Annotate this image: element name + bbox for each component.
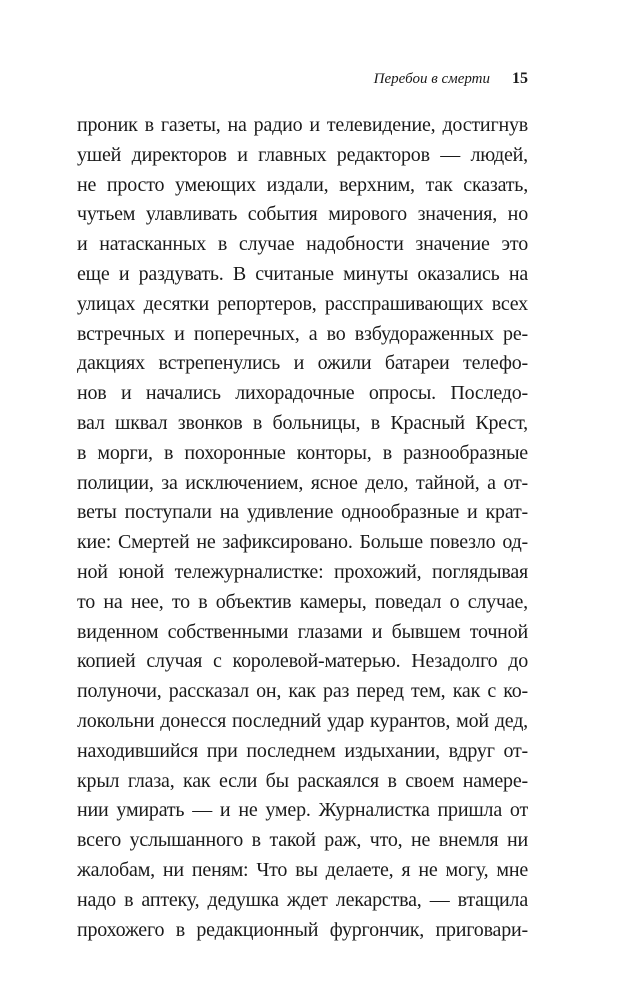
text-line: полуночи, рассказал он, как раз перед тем, как с ко- [77, 680, 528, 703]
text-line: нии умирать — и не умер. Журналистка пришла от [77, 799, 528, 822]
text-line: и натасканных в случае надобности значение это [77, 233, 528, 256]
text-line: всего услышанного в такой раж, что, не внемля ни [77, 829, 528, 852]
text-line: нов и начались лихорадочные опросы. Последо- [77, 382, 528, 405]
text-line: вал шквал звонков в больницы, в Красный Крест, [77, 411, 528, 434]
text-line: локольни донесся последний удар курантов, мой дед, [77, 709, 528, 732]
text-line: находившийся при последнем издыхании, вдруг от- [77, 739, 528, 762]
text-line: встречных и поперечных, а во взбудораженных ре- [77, 322, 528, 345]
text-line: ушей директоров и главных редакторов — людей, [77, 143, 528, 166]
text-line: чутьем улавливать события мирового значения, но [77, 203, 528, 226]
text-line: жалобам, ни пеням: Что вы делаете, я не могу, мне [77, 858, 528, 881]
text-line: виденном собственными глазами и бывшем точной [77, 620, 528, 643]
text-line: прохожего в редакционный фургончик, приговари- [77, 918, 528, 941]
text-line: не просто умеющих издали, верхним, так сказать, [77, 173, 528, 196]
page-number: 15 [512, 70, 528, 87]
text-line: копией случая с королевой-матерью. Незадолго до [77, 650, 528, 673]
text-line: еще и раздувать. В считаные минуты оказались на [77, 262, 528, 285]
running-header [374, 70, 528, 88]
text-line: в морги, в похоронные конторы, в разнообразные [77, 441, 528, 464]
text-line: крыл глаза, как если бы раскаялся в своем намере- [77, 769, 528, 792]
running-title: Перебои в смерти [373, 71, 490, 87]
text-line: ной юной тележурналистке: прохожий, поглядывая [77, 560, 528, 583]
text-line: то на нее, то в объектив камеры, поведал о случае, [77, 590, 528, 613]
text-line: проник в газеты, на радио и телевидение, достигнув [77, 114, 528, 136]
text-line: кие: Смертей не зафиксировано. Больше повезло од- [77, 531, 528, 554]
text-line: дакциях встрепенулись и ожили батареи телефо- [77, 352, 528, 375]
text-line: веты поступали на удивление однообразные и крат- [77, 501, 528, 524]
text-line: надо в аптеку, дедушка ждет лекарства, — втащила [77, 888, 528, 911]
body-text [77, 111, 528, 945]
text-line: улицах десятки репортеров, расспрашивающих всех [77, 292, 528, 315]
text-line: полиции, за исключением, ясное дело, тайной, а от- [77, 471, 528, 494]
